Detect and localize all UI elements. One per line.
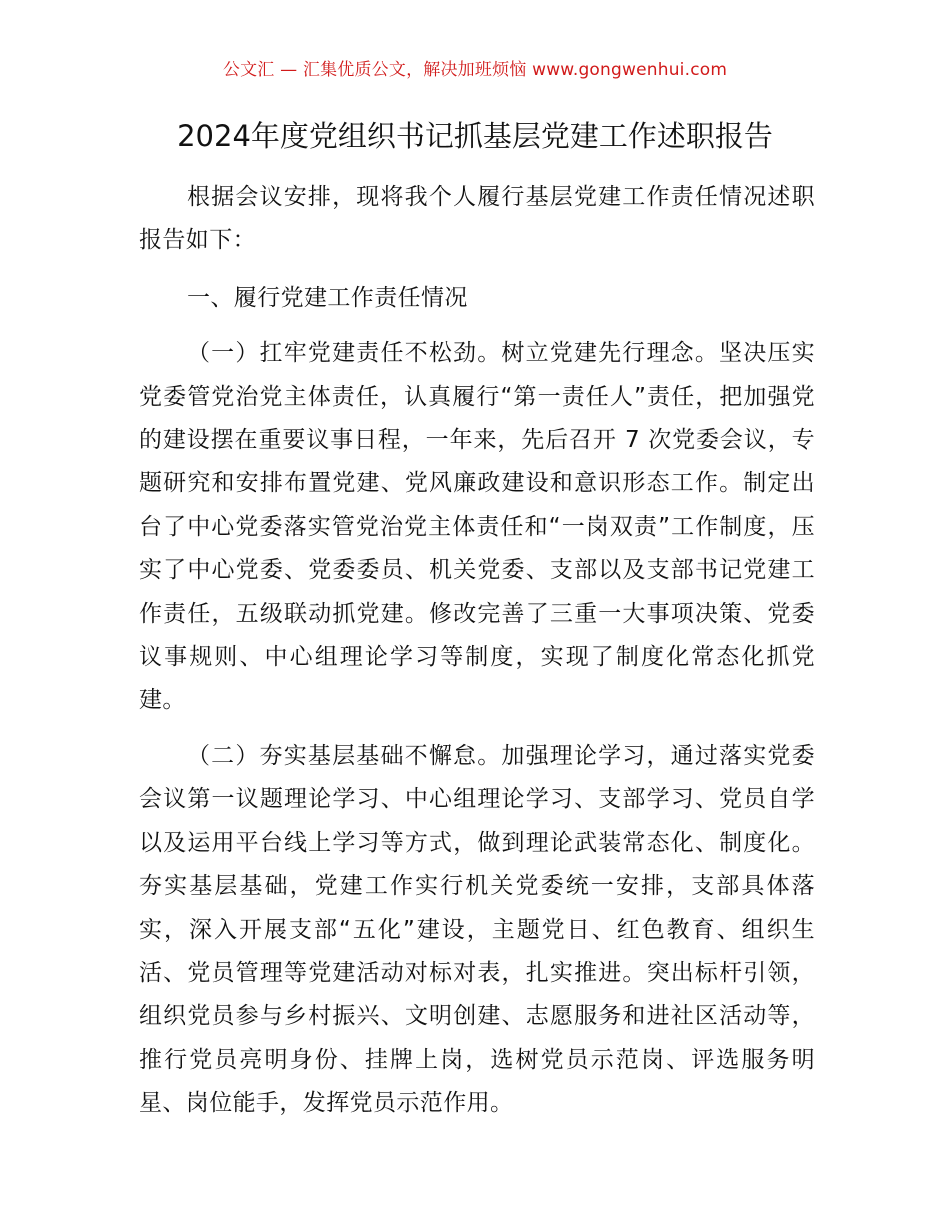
document-body bbox=[139, 176, 815, 1126]
body-paragraph: （二）夯实基层基础不懈怠。加强理论学习，通过落实党委会议第一议题理论学习、中心组理论学习、支部学习、党员自学以及运用平台线上学习等方式，做到理论武装常态化、制度化。夯实基层基础，党建工作实行机关党委统一安排，支部具体落实，深入开展支部“五化”建设，主题党日、红色教育、组织生活、党员管理等党建活动对标对表，扎实推进。突出标杆引领，组织党员参与乡村振兴、文明创建、志愿服务和进社区活动等，推行党员亮明身份、挂牌上岗，选树党员示范岗、评选服务明星、岗位能手，发挥党员示范作用。 bbox=[139, 742, 815, 1117]
section-heading: 一、履行党建工作责任情况 bbox=[187, 284, 468, 311]
watermark-banner: 公文汇 — 汇集优质公文，解决加班烦恼 www.gongwenhui.com bbox=[222, 60, 728, 80]
intro-paragraph: 根据会议安排，现将我个人履行基层党建工作责任情况述职报告如下： bbox=[139, 184, 815, 254]
document-title: 2024年度党组织书记抓基层党建工作述职报告 bbox=[177, 119, 773, 153]
body-paragraph: （一）扛牢党建责任不松劲。树立党建先行理念。坚决压实党委管党治党主体责任，认真履行“第一责任人”责任，把加强党的建设摆在重要议事日程，一年来，先后召开 7 次党委会议，专题研究和安排布置党建、党风廉政建设和意识形态工作。制定出台了中心党委落实管党治党主体责任和“一岗双责”工作制度，压实了中心党委、党委委员、机关党委、支部以及支部书记党建工作责任，五级联动抓党建。修改完善了三重一大事项决策、党委议事规则、中心组理论学习等制度，实现了制度化常态化抓党建。 bbox=[139, 340, 815, 714]
